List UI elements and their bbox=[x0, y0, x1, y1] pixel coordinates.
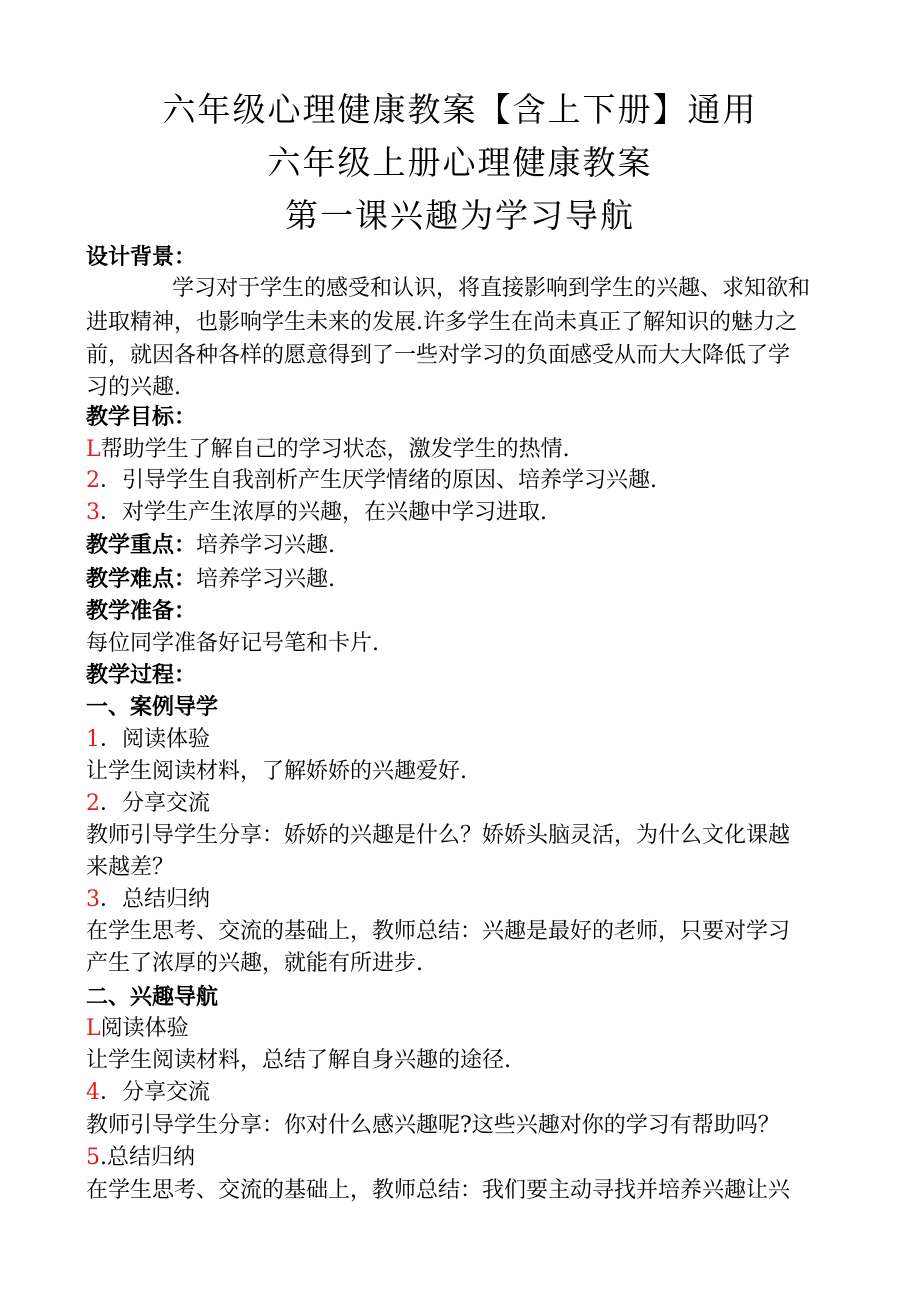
background-paragraph-line-4: 习的兴趣. bbox=[86, 375, 181, 400]
objectives-heading: 教学目标： bbox=[86, 405, 197, 430]
key-point-line bbox=[86, 531, 335, 561]
step-heading bbox=[86, 1014, 189, 1044]
step-text: 让学生阅读材料，了解娇娇的兴趣爱好. bbox=[86, 759, 467, 784]
step-label: ．分享交流 bbox=[100, 1080, 211, 1105]
objective-text: ．对学生产生浓厚的兴趣，在兴趣中学习进取. bbox=[100, 500, 547, 525]
step-heading bbox=[86, 885, 210, 915]
objective-item bbox=[86, 466, 657, 496]
background-paragraph-line-3: 前，就因各种各样的愿意得到了一些对学习的负面感受从而大大降低了学 bbox=[86, 343, 791, 368]
preparation-heading: 教学准备： bbox=[86, 599, 197, 624]
step-heading bbox=[86, 789, 210, 819]
step-heading bbox=[86, 1078, 210, 1108]
difficulty-label: 教学难点： bbox=[86, 567, 197, 592]
background-paragraph-line-2: 进取精神，也影响学生未来的发展.许多学生在尚未真正了解知识的魅力之 bbox=[86, 310, 797, 335]
section-heading: 二、兴趣导航 bbox=[86, 985, 219, 1010]
step-heading bbox=[86, 725, 210, 755]
objective-number: L bbox=[86, 437, 101, 462]
key-point-label: 教学重点： bbox=[86, 533, 197, 558]
objective-text: ．引导学生自我剖析产生厌学情绪的原因、培养学习兴趣. bbox=[100, 468, 657, 493]
document-title: 六年级心理健康教案【含上下册】通用 bbox=[162, 90, 758, 129]
preparation-text: 每位同学准备好记号笔和卡片. bbox=[86, 631, 379, 656]
objective-number: 3 bbox=[86, 500, 100, 525]
step-text: 在学生思考、交流的基础上，教师总结：我们要主动寻找并培养兴趣让兴 bbox=[86, 1178, 791, 1203]
step-text-line: 来越差？ bbox=[86, 855, 175, 880]
objective-number: 2 bbox=[86, 468, 100, 493]
document-subtitle: 六年级上册心理健康教案 bbox=[267, 143, 653, 182]
step-text-line: 在学生思考、交流的基础上，教师总结：兴趣是最好的老师，只要对学习 bbox=[86, 919, 791, 944]
step-text: 教师引导学生分享：你对什么感兴趣呢?这些兴趣对你的学习有帮助吗？ bbox=[86, 1113, 780, 1138]
step-number: L bbox=[86, 1016, 101, 1041]
difficulty-text: 培养学习兴趣. bbox=[196, 567, 336, 592]
difficulty-line bbox=[86, 565, 335, 595]
step-number: 2 bbox=[86, 791, 100, 816]
step-text-line: 产生了浓厚的兴趣，就能有所进步. bbox=[86, 951, 423, 976]
step-number: 5 bbox=[86, 1145, 100, 1170]
objective-item bbox=[86, 435, 570, 465]
step-text: 让学生阅读材料，总结了解自身兴趣的途径. bbox=[86, 1048, 511, 1073]
step-number: 4 bbox=[86, 1080, 100, 1105]
objective-text: 帮助学生了解自己的学习状态，激发学生的热情. bbox=[100, 437, 570, 462]
key-point-text: 培养学习兴趣. bbox=[196, 533, 336, 558]
step-label: .总结归纳 bbox=[100, 1145, 195, 1170]
step-number: 1 bbox=[86, 727, 100, 752]
step-label: ．分享交流 bbox=[100, 791, 211, 816]
section-heading: 一、案例导学 bbox=[86, 695, 219, 720]
step-heading bbox=[86, 1143, 195, 1173]
step-text-line: 教师引导学生分享：娇娇的兴趣是什么？娇娇头脑灵活，为什么文化课越 bbox=[86, 823, 791, 848]
step-label: ．总结归纳 bbox=[100, 887, 211, 912]
background-paragraph-line-1: 学习对于学生的感受和认识，将直接影响到学生的兴趣、求知欲和 bbox=[172, 276, 811, 301]
step-number: 3 bbox=[86, 887, 100, 912]
process-heading: 教学过程： bbox=[86, 663, 197, 688]
step-label: ．阅读体验 bbox=[100, 727, 211, 752]
step-label: 阅读体验 bbox=[100, 1016, 189, 1041]
design-background-heading: 设计背景： bbox=[86, 245, 197, 270]
objective-item bbox=[86, 498, 547, 528]
lesson-title: 第一课兴趣为学习导航 bbox=[285, 196, 635, 235]
